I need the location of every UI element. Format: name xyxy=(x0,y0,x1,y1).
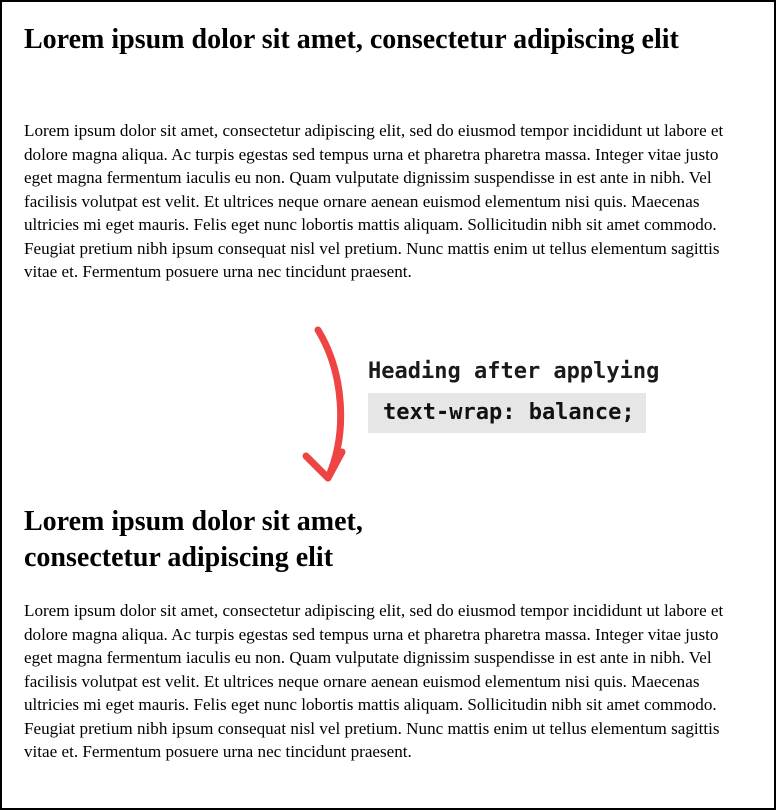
arrow-head xyxy=(306,452,342,478)
annotation-code: text-wrap: balance; xyxy=(368,393,646,433)
heading-after: Lorem ipsum dolor sit amet, consectetur adipiscing elit xyxy=(24,506,363,573)
curved-arrow-down-icon xyxy=(294,318,366,494)
paragraph-after: Lorem ipsum dolor sit amet, consectetur adipiscing elit, sed do eiusmod tempor incididunt ut labore et dolore magna aliqua. Ac turpis egestas sed tempus urna et pharetra pharetra massa. Integer vitae justo eget magna fermentum iaculis eu non. Quam vulputate dignissim suspendisse in est ante in nibh. Vel facilisis volutpat est velit. Et ultrices neque ornare aenean euismod elementum nisi quis. Maecenas ultricies mi eget mauris. Felis eget nunc lobortis mattis aliquam. Sollicitudin nibh sit amet commodo. Feugiat pretium nibh ipsum consequat nisl vel pretium. Nunc mattis enim ut tellus elementum sagittis vitae et. Fermentum posuere urna nec tincidunt praesent. xyxy=(24,601,724,761)
paragraph-before: Lorem ipsum dolor sit amet, consectetur adipiscing elit, sed do eiusmod tempor incididunt ut labore et dolore magna aliqua. Ac turpis egestas sed tempus urna et pharetra pharetra massa. Integer vitae justo eget magna fermentum iaculis eu non. Quam vulputate dignissim suspendisse in est ante in nibh. Vel facilisis volutpat est velit. Et ultrices neque ornare aenean euismod elementum nisi quis. Maecenas ultricies mi eget mauris. Felis eget nunc lobortis mattis aliquam. Sollicitudin nibh sit amet commodo. Feugiat pretium nibh ipsum consequat nisl vel pretium. Nunc mattis enim ut tellus elementum sagittis vitae et. Fermentum posuere urna nec tincidunt praesent. xyxy=(24,121,724,281)
annotation-caption: Heading after applying xyxy=(368,359,660,384)
heading-before: Lorem ipsum dolor sit amet, consectetur adipiscing elit xyxy=(24,24,679,55)
